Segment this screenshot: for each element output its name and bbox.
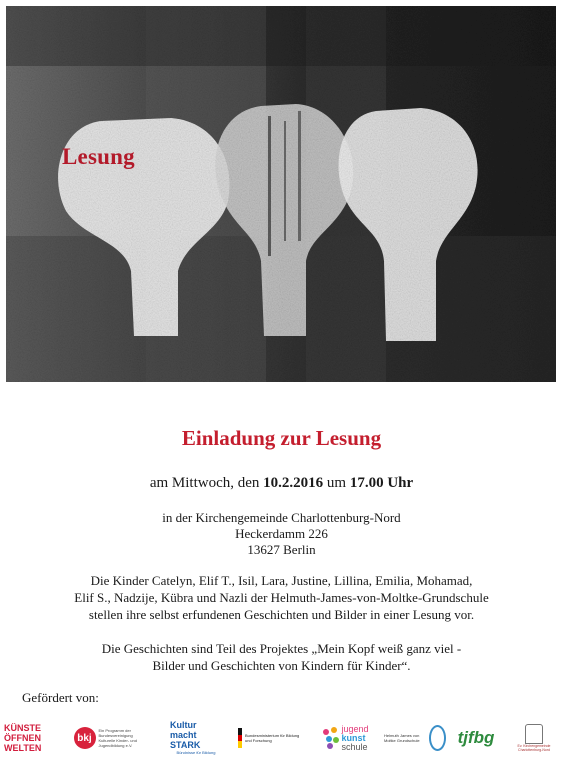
tjfbg-logo: tjfbg xyxy=(457,728,495,747)
participants-line-3: stellen ihre selbst erfundenen Geschichten und Bilder in einer Lesung vor. xyxy=(88,607,475,622)
project-line-2: Bilder und Geschichten von Kindern für Kinder“. xyxy=(152,658,411,673)
kirchengemeinde-logo xyxy=(510,718,558,758)
moltke-grundschule-logo xyxy=(384,718,446,758)
event-date-line xyxy=(0,475,563,492)
participants-line-2: Elif S., Nadzije, Kübra und Nazli der Helmuth-James-von-Moltke-Grundschule xyxy=(74,590,489,605)
address-line-2: Heckerdamm 226 xyxy=(235,526,328,541)
funded-by-label: Gefördert von: xyxy=(22,690,99,705)
invitation-title: Einladung zur Lesung xyxy=(181,426,382,450)
event-date: 10.2.2016 xyxy=(263,475,324,491)
artwork-image xyxy=(6,6,556,382)
sponsor-logos xyxy=(0,718,563,762)
hero-artwork xyxy=(6,6,556,382)
jks-text xyxy=(341,725,368,752)
jks-line-2: kunst xyxy=(341,732,366,743)
date-prefix: am Mittwoch, den xyxy=(149,475,260,491)
jks-line-1: jugend xyxy=(341,723,369,734)
project-line-1: Die Geschichten sind Teil des Projektes „Mein Kopf weiß ganz viel - xyxy=(101,641,462,656)
event-time: 17.00 Uhr xyxy=(349,475,414,491)
bkj-text: Ein Programm der Bundesvereinigung Kulturelle Kinder- und Jugendbildung e.V. xyxy=(98,728,137,748)
kuenste-oeffnen-welten-logo xyxy=(4,718,52,758)
address-line-1: in der Kirchengemeinde Charlottenburg-Nord xyxy=(162,510,401,525)
bmbf-logo xyxy=(238,718,300,758)
church-icon xyxy=(525,724,543,744)
jks-line-3: schule xyxy=(341,741,368,752)
kms-sub: Bündnisse für Bildung xyxy=(176,750,216,755)
time-connector: um xyxy=(326,475,347,491)
german-flag-icon xyxy=(238,728,242,748)
participants-paragraph xyxy=(0,572,563,623)
kms-main: Kultur macht STARK xyxy=(170,720,201,750)
jks-dots-icon xyxy=(323,727,339,749)
ko-line-3: WELTEN xyxy=(4,743,42,753)
ko-line-1: KÜNSTE xyxy=(4,723,42,733)
ko-line-2: ÖFFNEN xyxy=(4,733,41,743)
address-line-3: 13627 Berlin xyxy=(247,542,316,557)
bkj-mark: bkj xyxy=(74,727,96,749)
venue-address xyxy=(0,510,563,558)
bmbf-text: Bundesministerium für Bildung und Forschung xyxy=(245,733,300,743)
kgn-text: Ev. Kirchengemeinde Charlottenburg-Nord xyxy=(517,744,551,752)
globe-icon xyxy=(429,725,446,751)
project-paragraph xyxy=(0,640,563,674)
kultur-macht-stark-logo xyxy=(170,718,222,758)
jugendkunstschule-logo xyxy=(316,718,376,758)
bkj-logo xyxy=(72,718,152,758)
hero-title: Lesung xyxy=(62,144,135,169)
participants-line-1: Die Kinder Catelyn, Elif T., Isil, Lara, Justine, Lillina, Emilia, Mohamad, xyxy=(90,573,473,588)
hjm-text: Helmuth James von Moltke Grundschule xyxy=(384,733,420,743)
